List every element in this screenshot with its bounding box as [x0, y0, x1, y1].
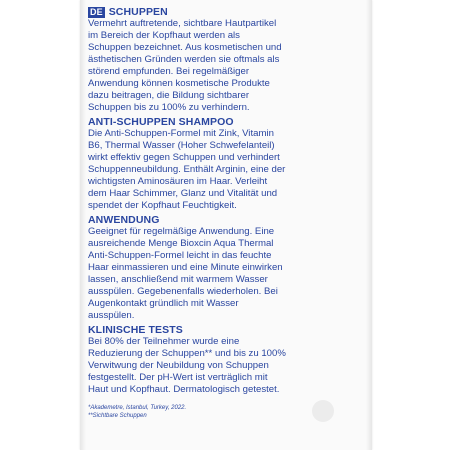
section-klinische-tests	[88, 324, 358, 396]
section-title: SCHUPPEN	[108, 6, 168, 18]
footnote: *Akademetre, Istanbul, Turkey, 2022.	[88, 405, 187, 411]
section-anti-schuppen-shampoo	[88, 116, 358, 212]
section-title: KLINISCHE TESTS	[88, 324, 183, 336]
section-title: ANTI-SCHUPPEN SHAMPOO	[88, 116, 234, 128]
section-text: Geeignet für regelmäßige Anwendung. Eine ausreichende Menge Bioxcin Aqua Thermal Anti-Schuppen-Formel leicht in das feuchte Haar einmassieren und eine Minute einwirken lassen, anschließend mit warmem Wasser ausspülen. Gegebenenfalls wiederholen. Bei Augenkontakt gründlich mit Wasser ausspülen.	[88, 226, 283, 321]
section-text: Die Anti-Schuppen-Formel mit Zink, Vitamin B6, Thermal Wasser (Hoher Schwefelanteil) wirkt effektiv gegen Schuppen und verhindert Schuppenneubildung. Enthält Arginin, eine der wichtigsten Aminosäuren im Haar. Verleiht dem Haar Schimmer, Glanz und Vitalität und spendet der Kopfhaut Feuchtigkeit.	[88, 128, 286, 211]
section-text: Bei 80% der Teilnehmer wurde eine Reduzierung der Schuppen** und bis zu 100% Verwitwung der Neubildung von Schuppen festgestellt. Der pH-Wert ist verträglich mit Haut und Kopfhaut. Dermatologisch getestet.	[88, 336, 286, 395]
section-anwendung	[88, 214, 358, 322]
section-text: Vermehrt auftretende, sichtbare Hautpartikel im Bereich der Kopfhaut werden als Schuppen bezeichnet. Aus kosmetischen und ästhetischen Gründen werden sie oftmals als störend empfunden. Bei regelmäßiger Anwendung können kosmetische Produkte dazu beitragen, die Bildung sichtbarer Schuppen bis zu 100% zu verhindern.	[88, 18, 282, 113]
language-badge: DE	[90, 6, 103, 17]
section-heading-schuppen	[88, 6, 358, 18]
panel-edge-right	[366, 0, 372, 450]
embossed-circle-mark	[312, 400, 334, 422]
section-title: ANWENDUNG	[88, 214, 160, 226]
label-content	[88, 6, 358, 398]
footnote: **Sichtbare Schuppen	[88, 413, 147, 419]
footnotes	[88, 404, 288, 420]
panel-edge-left	[80, 0, 86, 450]
section-schuppen	[88, 6, 358, 114]
